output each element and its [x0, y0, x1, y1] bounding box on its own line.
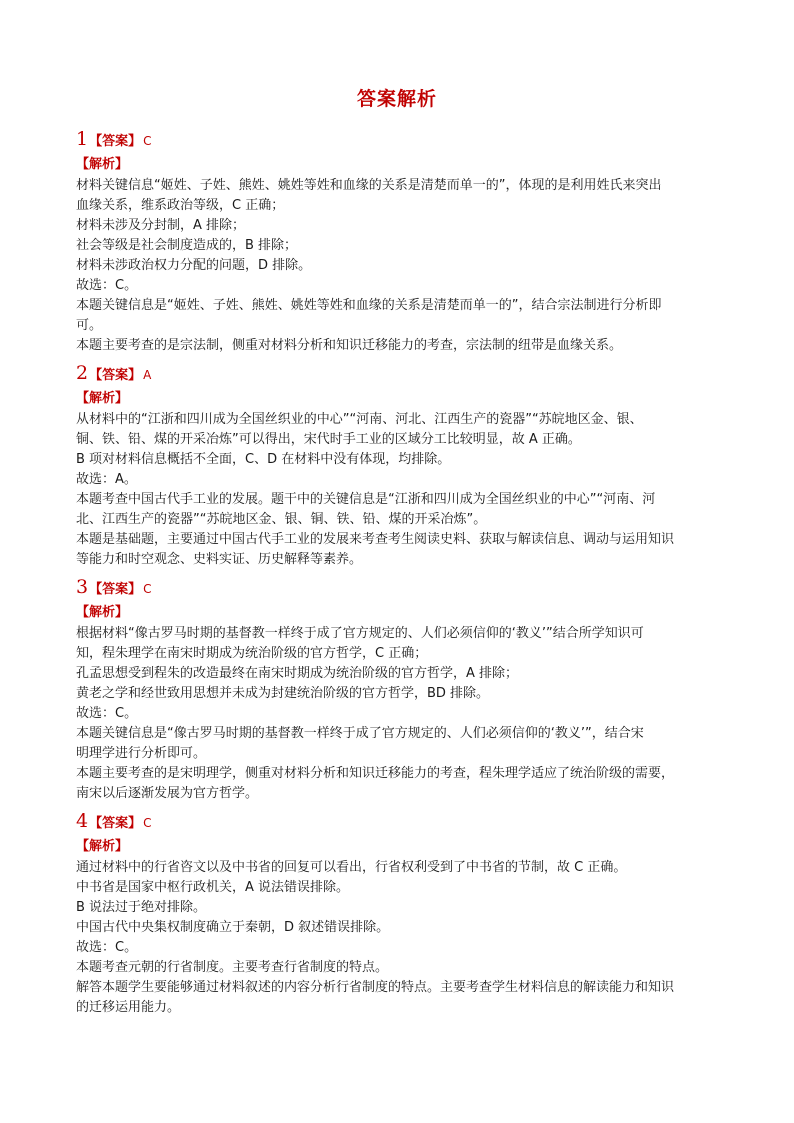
question-header	[76, 126, 726, 152]
analysis-line: 本题主要考查的是宗法制，侧重对材料分析和知识迁移能力的考查，宗法制的纽带是血缘关系。	[76, 338, 623, 353]
analysis-line: 知，程朱理学在南宋时期成为统治阶级的官方哲学，C 正确；	[76, 646, 428, 661]
question-number: 1	[76, 128, 89, 150]
analysis-line: 血缘关系，维系政治等级，C 正确；	[76, 198, 285, 213]
question-block	[76, 360, 726, 570]
question-number: 3	[76, 576, 89, 598]
answer-value: C	[143, 816, 152, 830]
question-block	[76, 126, 726, 356]
analysis-line: 中书省是国家中枢行政机关，A 说法错误排除。	[76, 880, 350, 895]
analysis-line: 社会等级是社会制度造成的，B 排除；	[76, 238, 298, 253]
analysis-line: 通过材料中的行省咨文以及中书省的回复可以看出，行省权利受到了中书省的节制，故 C 正确。	[76, 860, 627, 875]
analysis-line: 本题关键信息是“姬姓、子姓、熊姓、姚姓等姓和血缘的关系是清楚而单一的”，结合宗法制进行分析即	[76, 298, 662, 313]
analysis-line: 本题考查中国古代手工业的发展。题干中的关键信息是“江浙和四川成为全国丝织业的中心”“河南、河	[76, 492, 656, 507]
analysis-line: 解答本题学生要能够通过材料叙述的内容分析行省制度的特点。主要考查学生材料信息的解读能力和知识	[76, 980, 675, 995]
analysis-label: 【解析】	[76, 157, 129, 172]
analysis-line: 明理学进行分析即可。	[76, 746, 207, 761]
analysis-line: 故选：C。	[76, 278, 138, 293]
analysis-line: 铜、铁、铅、煤的开采冶炼”可以得出，宋代时手工业的区域分工比较明显，故 A 正确。	[76, 432, 581, 447]
analysis-line: B 说法过于绝对排除。	[76, 900, 207, 915]
answer-value: A	[143, 368, 152, 382]
analysis-line: 材料关键信息“姬姓、子姓、熊姓、姚姓等姓和血缘的关系是清楚而单一的”，体现的是利用姓氏来突出	[76, 178, 662, 193]
analysis-line: 黄老之学和经世致用思想并未成为封建统治阶级的官方哲学，BD 排除。	[76, 686, 490, 701]
answer-value: C	[143, 582, 152, 596]
analysis-line: 本题主要考查的是宋明理学，侧重对材料分析和知识迁移能力的考查，程朱理学适应了统治阶级的需要，	[76, 766, 675, 781]
analysis-line: 从材料中的“江浙和四川成为全国丝织业的中心”“河南、河北、江西生产的瓷器”“苏皖地区金、银、	[76, 412, 643, 427]
question-header	[76, 360, 726, 386]
answer-label: 【答案】	[89, 582, 142, 597]
analysis-label: 【解析】	[76, 839, 129, 854]
analysis-line: 故选：C。	[76, 940, 138, 955]
analysis-line: 故选：A。	[76, 472, 137, 487]
analysis-line: 可。	[76, 318, 103, 333]
analysis-label: 【解析】	[76, 605, 129, 620]
analysis-line: 材料未涉政治权力分配的问题，D 排除。	[76, 258, 312, 273]
analysis-line: 孔孟思想受到程朱的改造最终在南宋时期成为统治阶级的官方哲学，A 排除；	[76, 666, 519, 681]
page-title: 答案解析	[356, 88, 437, 110]
question-header	[76, 574, 726, 600]
analysis-line: 等能力和时空观念、史料实证、历史解释等素养。	[76, 552, 363, 567]
analysis-line: 本题关键信息是“像古罗马时期的基督教一样终于成了官方规定的、人们必须信仰的‘教义’”，结合宋	[76, 726, 644, 741]
analysis-line: 北、江西生产的瓷器”“苏皖地区金、银、铜、铁、铅、煤的开采冶炼”。	[76, 512, 487, 527]
analysis-line: 本题考查元朝的行省制度。主要考查行省制度的特点。	[76, 960, 389, 975]
analysis-line: 材料未涉及分封制，A 排除；	[76, 218, 246, 233]
question-number: 2	[76, 362, 89, 384]
analysis-line: 本题是基础题，主要通过中国古代手工业的发展来考查考生阅读史料、获取与解读信息、调动与运用知识	[76, 532, 675, 547]
analysis-line: 故选：C。	[76, 706, 138, 721]
analysis-line: 的迁移运用能力。	[76, 1000, 181, 1015]
question-block	[76, 574, 726, 804]
question-number: 4	[76, 810, 89, 832]
analysis-line: 中国古代中央集权制度确立于秦朝，D 叙述错误排除。	[76, 920, 390, 935]
analysis-label: 【解析】	[76, 391, 129, 406]
analysis-line: 根据材料“像古罗马时期的基督教一样终于成了官方规定的、人们必须信仰的‘教义’”结合所学知识可	[76, 626, 644, 641]
question-header	[76, 808, 726, 834]
answer-value: C	[143, 134, 152, 148]
analysis-line: 南宋以后逐渐发展为官方哲学。	[76, 786, 259, 801]
question-block	[76, 808, 726, 1018]
answer-label: 【答案】	[89, 134, 142, 149]
answer-list	[76, 126, 726, 1022]
answer-label: 【答案】	[89, 368, 142, 383]
analysis-line: B 项对材料信息概括不全面，C、D 在材料中没有体现，均排除。	[76, 452, 451, 467]
answer-label: 【答案】	[89, 816, 142, 831]
